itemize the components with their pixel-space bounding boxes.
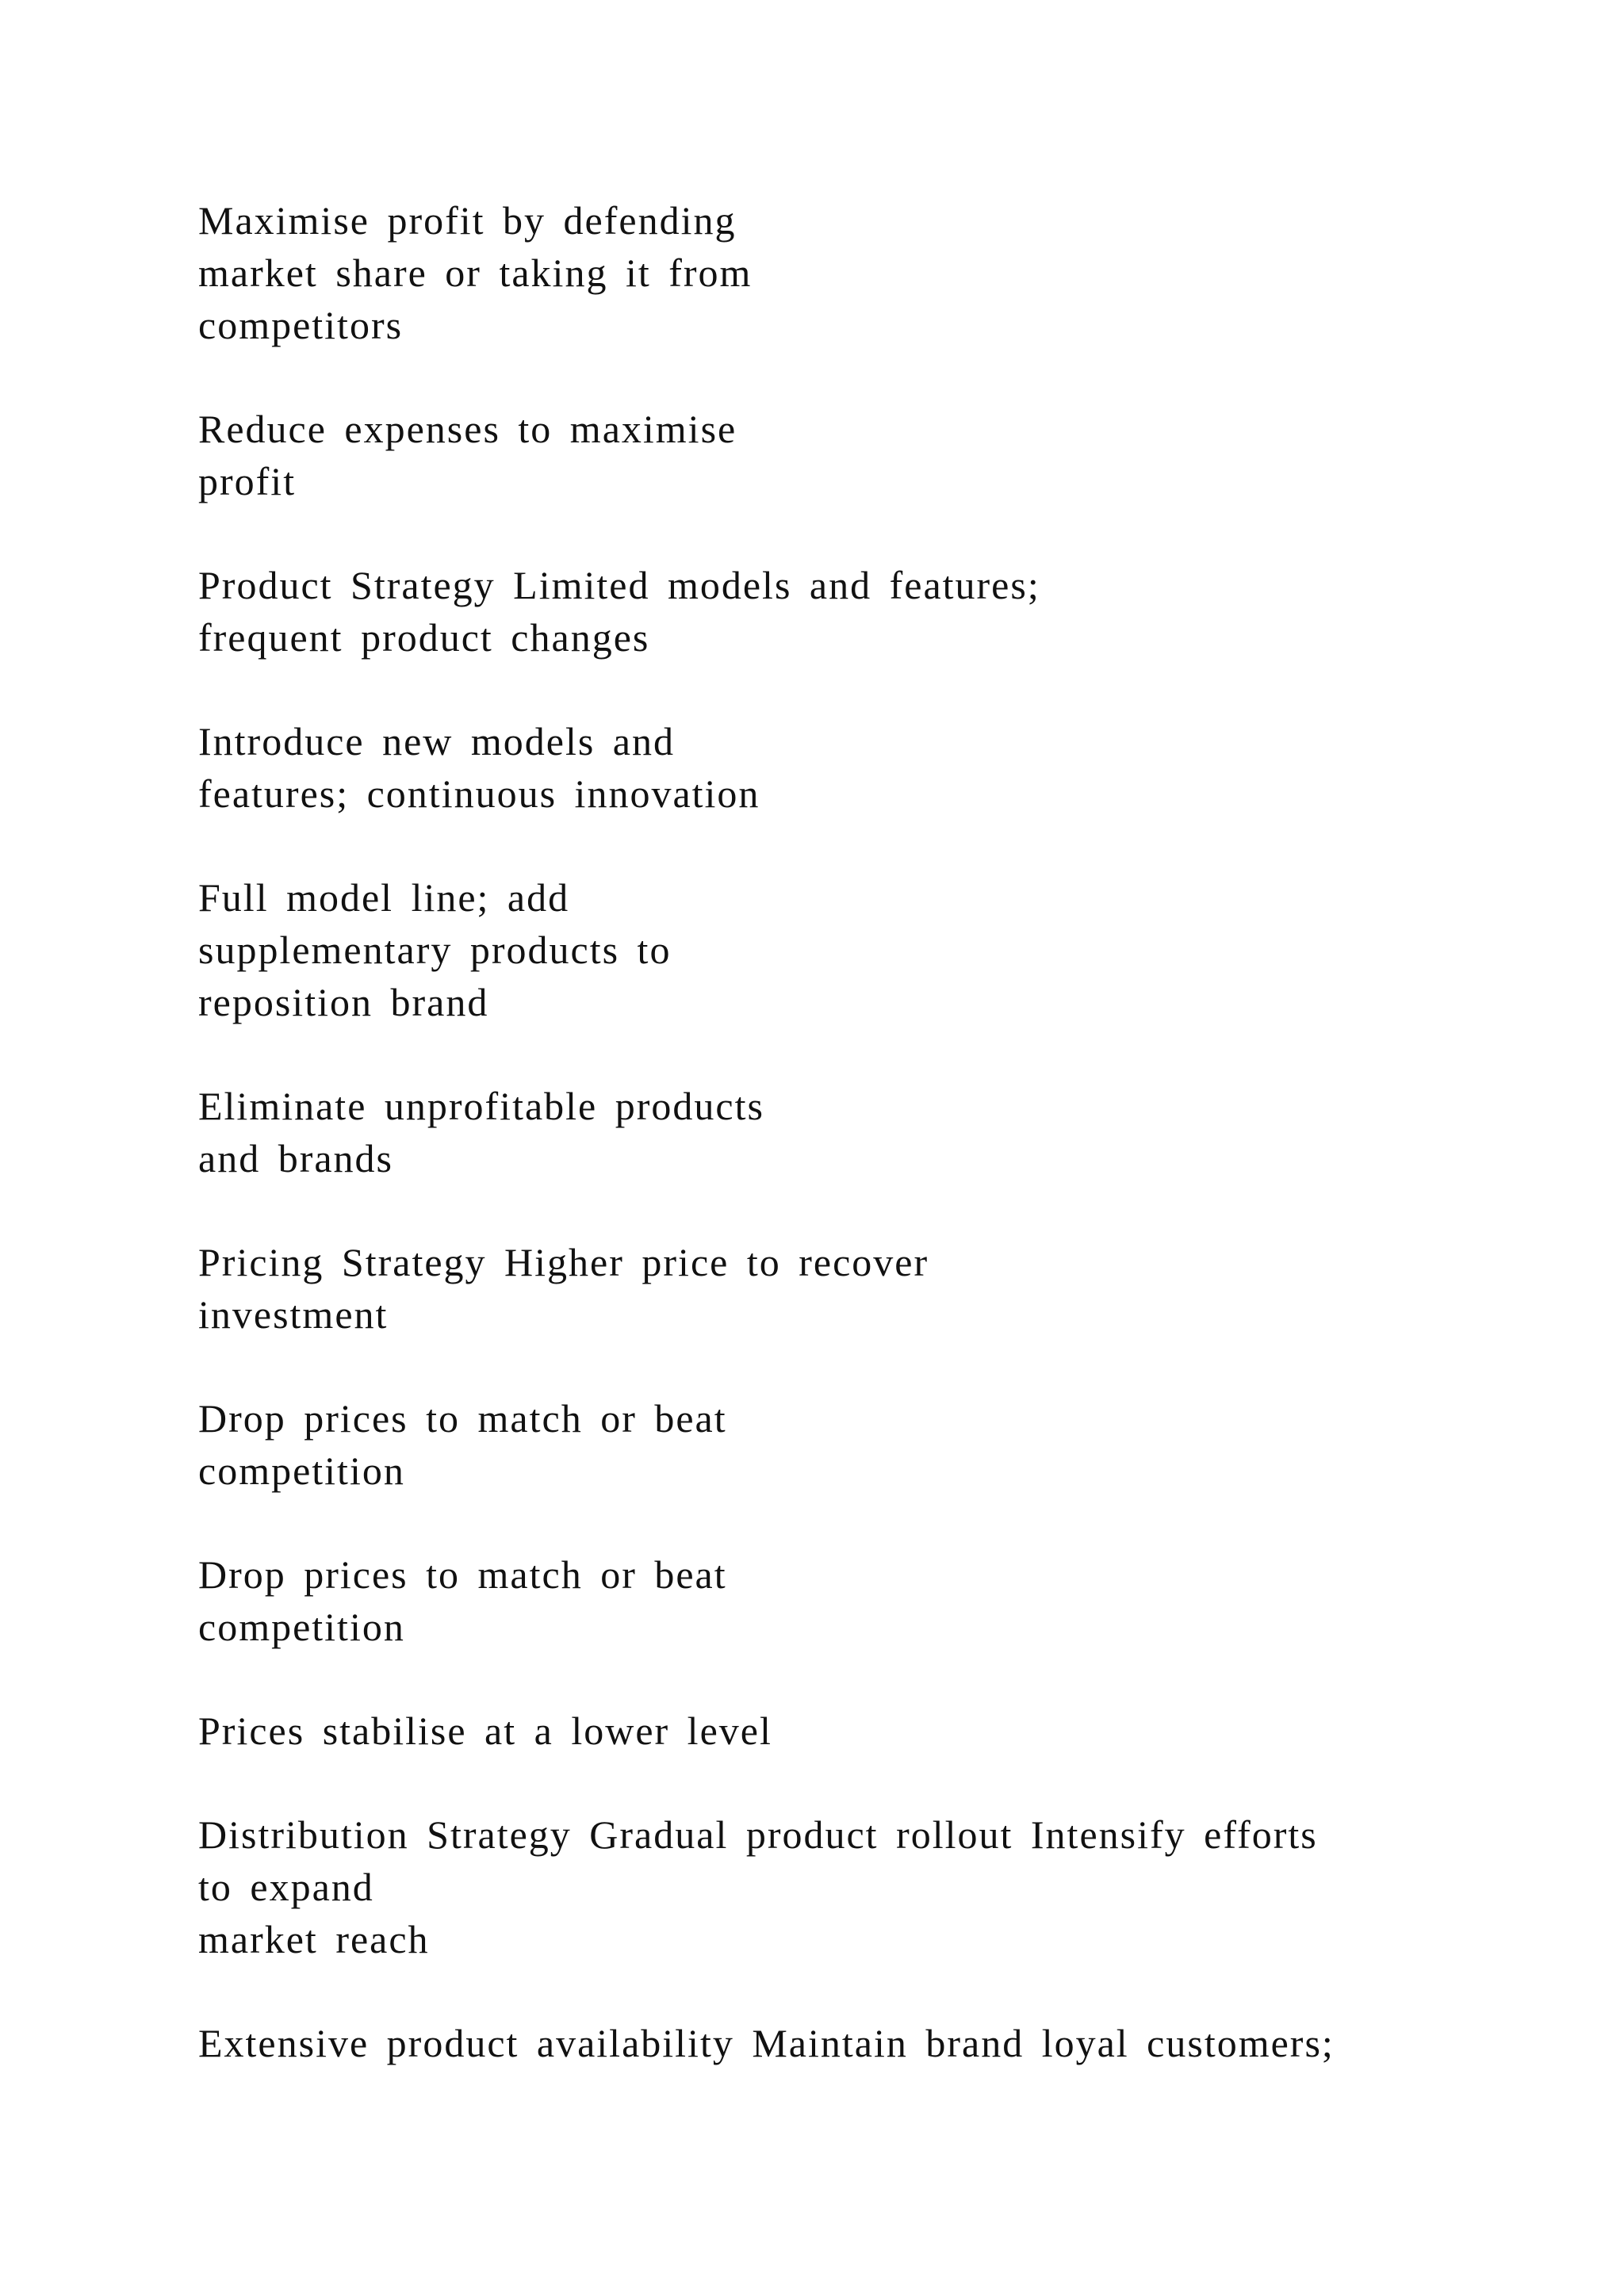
document-body xyxy=(198,194,1435,2121)
paragraph xyxy=(198,1080,1435,1184)
text-line: Maximise profit by defending xyxy=(198,198,737,243)
paragraph xyxy=(198,559,1435,664)
text-line: competition xyxy=(198,1605,405,1649)
text-line: and brands xyxy=(198,1136,393,1181)
text-line: Prices stabilise at a lower level xyxy=(198,1709,772,1753)
text-line: competition xyxy=(198,1448,405,1493)
text-line: Distribution Strategy Gradual product rollout Intensify efforts xyxy=(198,1812,1318,1857)
paragraph xyxy=(198,1548,1435,1653)
paragraph xyxy=(198,403,1435,507)
paragraph xyxy=(198,1236,1435,1341)
paragraph xyxy=(198,194,1435,351)
text-line: Extensive product availability Maintain brand loyal customers; xyxy=(198,2021,1335,2065)
text-line: Eliminate unprofitable products xyxy=(198,1084,764,1128)
paragraph xyxy=(198,2017,1435,2069)
text-line: supplementary products to xyxy=(198,928,672,972)
text-line: Full model line; add xyxy=(198,875,570,920)
text-line: to expand xyxy=(198,1865,374,1909)
paragraph xyxy=(198,871,1435,1028)
text-line: profit xyxy=(198,459,297,503)
paragraph xyxy=(198,1392,1435,1497)
text-line: Drop prices to match or beat xyxy=(198,1396,727,1441)
text-line: Drop prices to match or beat xyxy=(198,1552,727,1597)
text-line: Reduce expenses to maximise xyxy=(198,407,737,451)
text-line: Product Strategy Limited models and features; xyxy=(198,563,1040,607)
text-line: Introduce new models and xyxy=(198,719,676,763)
text-line: features; continuous innovation xyxy=(198,771,760,816)
text-line: Pricing Strategy Higher price to recover xyxy=(198,1240,929,1284)
text-line: reposition brand xyxy=(198,980,489,1024)
text-line: frequent product changes xyxy=(198,615,650,660)
text-line: investment xyxy=(198,1292,389,1337)
paragraph xyxy=(198,1705,1435,1757)
paragraph xyxy=(198,1808,1435,1965)
text-line: market reach xyxy=(198,1917,430,1961)
paragraph xyxy=(198,715,1435,820)
text-line: competitors xyxy=(198,303,404,347)
text-line: market share or taking it from xyxy=(198,251,753,295)
